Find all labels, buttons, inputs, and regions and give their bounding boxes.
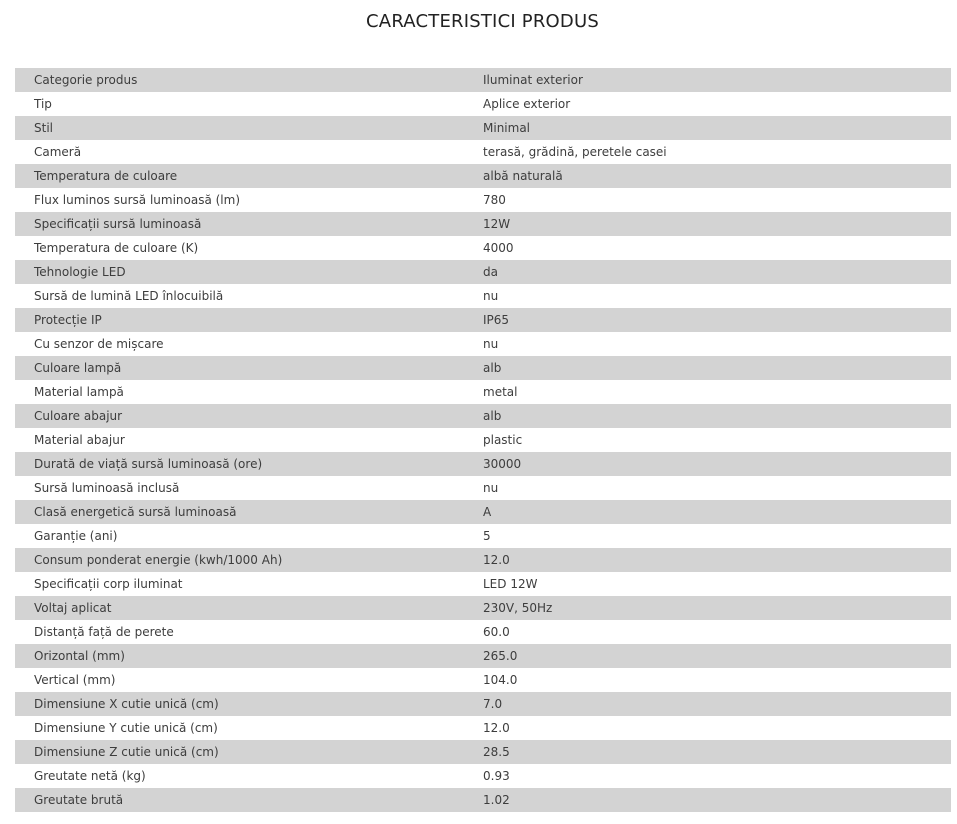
spec-label: Specificații sursă luminoasă [34,217,202,231]
spec-label: Greutate brută [34,793,124,807]
spec-label: Clasă energetică sursă luminoasă [34,505,237,519]
table-row [15,524,951,548]
spec-value: da [483,265,498,279]
table-row [15,500,951,524]
spec-value: nu [483,481,499,495]
table-row [15,380,951,404]
spec-value: 30000 [483,457,522,471]
spec-label: Culoare lampă [34,361,122,375]
page-title: CARACTERISTICI PRODUS [366,11,599,32]
table-row [15,644,951,668]
table-row [15,548,951,572]
table-row [15,236,951,260]
spec-label: Orizontal (mm) [34,649,125,663]
spec-label: Tehnologie LED [34,265,126,279]
spec-value: 104.0 [483,673,518,687]
specs-table [15,68,951,812]
table-row [15,332,951,356]
spec-value: 12.0 [483,553,510,567]
spec-label: Voltaj aplicat [34,601,112,615]
spec-label: Distanță față de perete [34,625,174,639]
spec-value: 60.0 [483,625,510,639]
spec-value: 0.93 [483,769,510,783]
table-row [15,692,951,716]
table-row [15,764,951,788]
spec-label: Durată de viață sursă luminoasă (ore) [34,457,263,471]
table-row [15,116,951,140]
spec-label: Temperatura de culoare (K) [34,241,199,255]
spec-value: LED 12W [483,577,538,591]
spec-label: Culoare abajur [34,409,123,423]
spec-label: Dimensiune Z cutie unică (cm) [34,745,219,759]
spec-value: 230V, 50Hz [483,601,553,615]
spec-value: Minimal [483,121,531,135]
spec-value: 1.02 [483,793,510,807]
table-row [15,476,951,500]
table-row [15,68,951,92]
spec-value: A [483,505,492,519]
table-row [15,572,951,596]
spec-label: Material lampă [34,385,124,399]
spec-value: 7.0 [483,697,503,711]
spec-value: 5 [483,529,491,543]
spec-label: Dimensiune X cutie unică (cm) [34,697,219,711]
table-row [15,308,951,332]
table-row [15,188,951,212]
spec-value: albă naturală [483,169,563,183]
table-row [15,92,951,116]
spec-label: Greutate netă (kg) [34,769,146,783]
spec-value: 12.0 [483,721,510,735]
table-row [15,140,951,164]
spec-label: Garanție (ani) [34,529,118,543]
table-row [15,788,951,812]
spec-value: Iluminat exterior [483,73,583,87]
spec-label: Protecție IP [34,313,102,327]
table-row [15,404,951,428]
spec-value: 265.0 [483,649,518,663]
table-row [15,716,951,740]
spec-label: Sursă luminoasă inclusă [34,481,180,495]
spec-label: Cameră [34,145,82,159]
spec-value: IP65 [483,313,510,327]
table-row [15,740,951,764]
spec-label: Sursă de lumină LED înlocuibilă [34,289,224,303]
spec-value: 28.5 [483,745,510,759]
table-row [15,428,951,452]
table-row [15,212,951,236]
spec-label: Vertical (mm) [34,673,116,687]
spec-value: nu [483,337,499,351]
spec-label: Temperatura de culoare [34,169,178,183]
table-row [15,668,951,692]
table-row [15,356,951,380]
table-row [15,596,951,620]
spec-label: Dimensiune Y cutie unică (cm) [34,721,218,735]
spec-label: Material abajur [34,433,125,447]
spec-value: terasă, grădină, peretele casei [483,145,667,159]
spec-value: alb [483,409,502,423]
specs-table-body [15,68,951,812]
table-row [15,620,951,644]
table-row [15,452,951,476]
spec-label: Specificații corp iluminat [34,577,183,591]
spec-value: nu [483,289,499,303]
spec-value: 4000 [483,241,514,255]
spec-label: Categorie produs [34,73,138,87]
spec-label: Consum ponderat energie (kwh/1000 Ah) [34,553,283,567]
spec-label: Cu senzor de mișcare [34,337,164,351]
table-row [15,260,951,284]
spec-value: 780 [483,193,506,207]
spec-value: Aplice exterior [483,97,571,111]
table-row [15,284,951,308]
table-row [15,164,951,188]
spec-label: Stil [34,121,53,135]
spec-label: Flux luminos sursă luminoasă (lm) [34,193,241,207]
spec-value: alb [483,361,502,375]
spec-label: Tip [34,97,52,111]
spec-value: 12W [483,217,511,231]
spec-value: plastic [483,433,523,447]
spec-value: metal [483,385,518,399]
